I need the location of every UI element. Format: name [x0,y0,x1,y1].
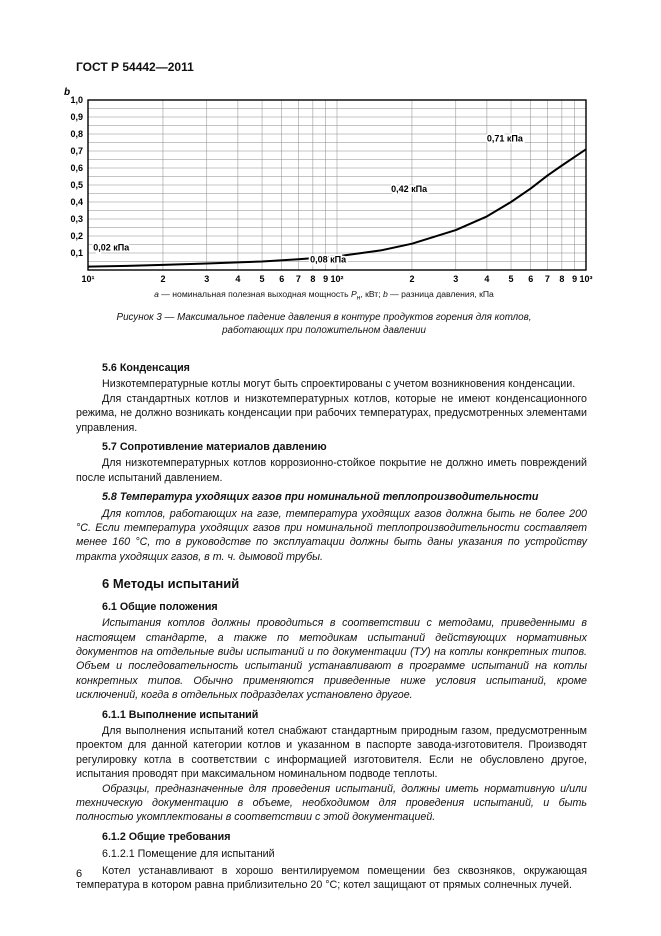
section-heading-5-6: 5.6 Конденсация [102,362,190,374]
svg-text:10²: 10² [330,274,344,284]
svg-text:8: 8 [559,274,565,284]
svg-text:0,9: 0,9 [70,112,83,122]
pressure-drop-chart [48,86,600,286]
document-header: ГОСТ Р 54442—2011 [76,60,194,74]
svg-text:0,02 кПа: 0,02 кПа [93,242,130,253]
svg-text:2: 2 [160,274,166,284]
section-heading-6-1-2-1: 6.1.2.1 Помещение для испытаний [102,848,275,861]
svg-text:7: 7 [295,274,301,284]
axis-legend: a — номинальная полезная выходная мощность $P_н$, кВт; b — разница давления, кПа [154,289,494,302]
axis-legend-b: b [383,289,388,299]
svg-text:6: 6 [528,274,534,284]
section-heading-5-7: 5.7 Сопротивление материалов давлению [102,441,327,454]
svg-text:6: 6 [279,274,285,284]
svg-text:9: 9 [572,274,578,284]
paragraph: Для котлов, работающих на газе, температура уходящих газов должна быть не более 200 °С. Если температура уходящих газов при номинальной теплопроизводительности составляет менее 160 °С, то в руководстве по эксплуатации должны быть даны указания по устройству тракта уходящих газов, в т. ч. дымовой трубы. [76,507,587,563]
svg-text:4: 4 [235,274,241,284]
svg-text:0,6: 0,6 [70,163,83,173]
page-number: 6 [76,868,83,880]
axis-legend-a: a [154,289,159,299]
svg-text:0,1: 0,1 [70,248,83,258]
paragraph: Для низкотемпературных котлов коррозионно-стойкое покрытие не должно иметь повреждений после испытаний давлением. [76,457,587,484]
svg-text:0,08 кПа: 0,08 кПа [310,254,347,265]
svg-text:0,2: 0,2 [70,231,83,241]
svg-text:0,3: 0,3 [70,214,83,224]
svg-text:0,8: 0,8 [70,129,83,139]
svg-text:b: b [64,87,71,98]
svg-text:4: 4 [484,274,490,284]
svg-text:0,7: 0,7 [70,146,83,156]
svg-text:5: 5 [259,274,265,284]
svg-text:0,4: 0,4 [70,197,83,207]
paragraph: Образцы, предназначенные для проведения испытаний, должны иметь нормативную и/или техническую документацию в объеме, необходимом для проведения испытаний, и быть полностью укомплектованы в соответствии с этой документацией. [76,782,587,824]
svg-text:2: 2 [409,274,415,284]
svg-text:5: 5 [508,274,514,284]
svg-text:0,71 кПа: 0,71 кПа [486,133,523,144]
svg-text:7: 7 [544,274,550,284]
svg-text:3: 3 [204,274,210,284]
paragraph: Низкотемпературные котлы могут быть спроектированы с учетом возникновения конденсации. [102,378,576,391]
section-heading-6: 6 Методы испытаний [102,576,240,592]
svg-text:0,5: 0,5 [70,180,83,190]
section-heading-6-1-1: 6.1.1 Выполнение испытаний [102,708,259,721]
paragraph: Испытания котлов должны проводиться в соответствии с методами, приведенными в настоящем стандарте, а также по методикам испытаний действующих нормативных документов на отдельные виды испытаний и по документации (ТУ) на котлы конкретных типов. Объем и последовательность испытаний устанавливают в программе испытаний на котлы конкретных типов. Обычно применяются приведенные ниже условия испытаний, кроме исключений, когда в отдельных подразделах установлено другое. [76,617,587,702]
svg-text:3: 3 [453,274,459,284]
svg-text:9: 9 [323,274,329,284]
svg-text:8: 8 [310,274,316,284]
document-body [76,356,587,892]
section-heading-5-8: 5.8 Температура уходящих газов при номинальной теплопроизводительности [102,491,539,504]
power-symbol: P [350,289,357,299]
svg-text:1,0: 1,0 [70,95,83,105]
paragraph: Для выполнения испытаний котел снабжают стандартным природным газом, предусмотренным проектом для данной категории котлов и указанном в паспорте завода-изготовителя. Производят регулировку котла в соответствии с информацией изготовителя. Если не обусловлено другое, испытания проводят при максимальном номинальном подводе теплоты. [76,724,587,781]
paragraph: Для стандартных котлов и низкотемпературных котлов, которые не имеют конденсационного режима, не должно возникать конденсации при рабочих температурах, предусмотренных элементами управления. [76,392,587,434]
figure-caption: Рисунок 3 — Максимальное падение давления в контуре продуктов горения для котлов, работающих при положительном давлении [116,311,532,336]
section-heading-6-1: 6.1 Общие положения [102,600,218,613]
svg-text:10¹: 10¹ [81,274,95,284]
section-heading-6-1-2: 6.1.2 Общие требования [102,830,231,843]
paragraph: Котел устанавливают в хорошо вентилируемом помещении без сквозняков, окружающая температура в котором равна приблизительно 20 °С; котел защищают от прямых солнечных лучей. [76,864,587,891]
svg-text:0,42 кПа: 0,42 кПа [391,183,428,194]
svg-text:10³: 10³ [579,274,593,284]
figure-3-chart [48,86,600,337]
